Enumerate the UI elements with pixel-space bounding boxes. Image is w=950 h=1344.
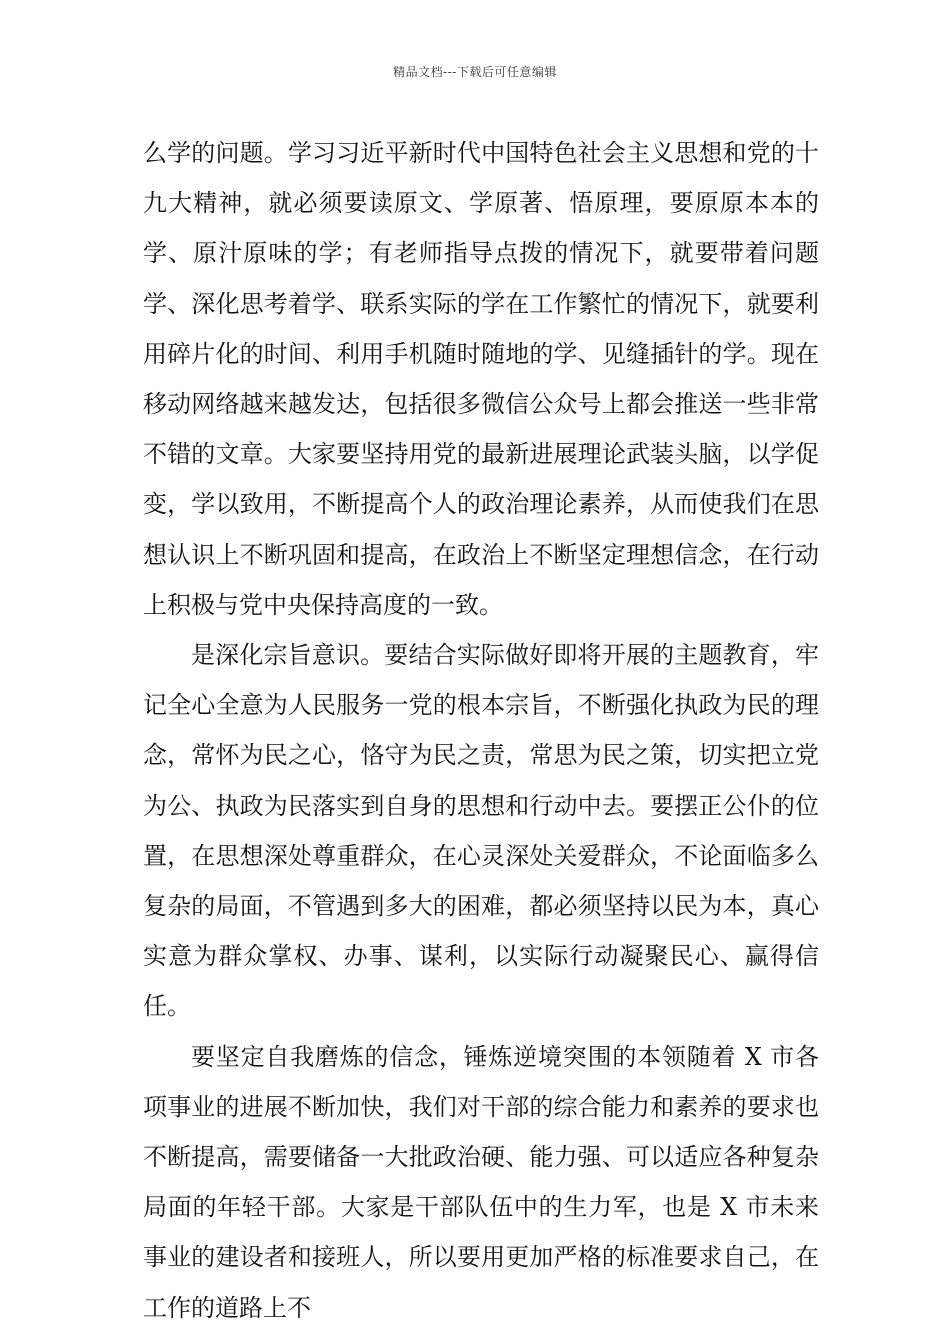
paragraph-purpose-awareness: 是深化宗旨意识。要结合实际做好即将开展的主题教育，牢记全心全意为人民服务一党的根本宗旨，不断强化执政为民的理念，常怀为民之心，恪守为民之责，常思为民之策，切实把立党为公、执政为民落实到自身的思想和行动中去。要摆正公仆的位置，在思想深处尊重群众，在心灵深处关爱群众，不论面临多么复杂的局面，不管遇到多大的困难，都必须坚持以民为本，真心实意为群众掌权、办事、谋利，以实际行动凝聚民心、赢得信任。 xyxy=(143,641,819,1021)
paragraph-self-discipline: 要坚定自我磨炼的信念，锤炼逆境突围的本领随着 X 市各项事业的进展不断加快，我们对干部的综合能力和素养的要求也不断提高，需要储备一大批政治硬、能力强、可以适应各种复杂局面的年轻干部。大家是干部队伍中的生力军，也是 X 市未来事业的建设者和接班人，所以要用更加严格的标准要求自己，在工作的道路上不 xyxy=(143,1042,819,1322)
page-header: 精品文档---下载后可任意编辑 xyxy=(393,65,557,79)
document-body xyxy=(143,128,819,1333)
paragraph-continuation: 么学的问题。学习习近平新时代中国特色社会主义思想和党的十九大精神，就必须要读原文、学原著、悟原理，要原原本本的学、原汁原味的学；有老师指导点拨的情况下，就要带着问题学、深化思考着学、联系实际的学在工作繁忙的情况下，就要利用碎片化的时间、利用手机随时随地的学、见缝插针的学。现在移动网络越来越发达，包括很多微信公众号上都会推送一些非常不错的文章。大家要坚持用党的最新进展理论武装头脑，以学促变，学以致用，不断提高个人的政治理论素养，从而使我们在思想认识上不断巩固和提高，在政治上不断坚定理想信念，在行动上积极与党中央保持高度的一致。 xyxy=(143,139,819,619)
